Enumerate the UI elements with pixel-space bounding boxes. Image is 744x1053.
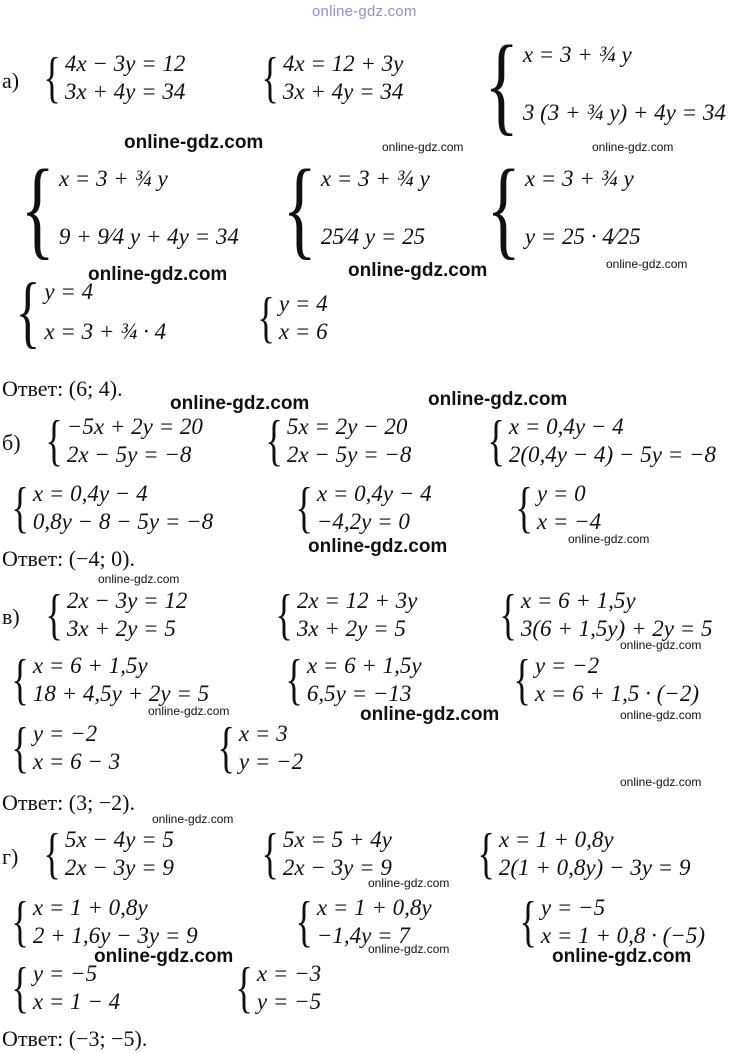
system-b-1 <box>36 410 203 472</box>
watermark: online-gdz.com <box>368 942 450 956</box>
equation: 2x = 12 + 3y <box>296 588 418 613</box>
brace: { <box>519 891 537 953</box>
brace: { <box>20 147 55 269</box>
brace: { <box>275 584 293 646</box>
brace: { <box>486 147 521 269</box>
brace: { <box>261 47 279 109</box>
system-g-6 <box>510 891 705 953</box>
watermark: online-gdz.com <box>170 393 310 414</box>
watermark: online-gdz.com <box>620 638 702 652</box>
system-g-7 <box>2 957 121 1019</box>
watermark: online-gdz.com <box>360 704 500 725</box>
equation: 6,5y = −13 <box>306 681 412 706</box>
equation: y = −5 <box>32 961 98 986</box>
equation: 0,8y − 8 − 5y = −8 <box>32 509 214 534</box>
brace: { <box>285 649 303 711</box>
brace: { <box>11 891 29 953</box>
equation: x = 6 − 3 <box>32 749 121 774</box>
watermark: online-gdz.com <box>568 532 650 546</box>
equation: y = −2 <box>238 749 304 774</box>
equation: x = 6 + 1,5y <box>306 653 422 678</box>
system-g-8 <box>226 957 322 1019</box>
equation: x = 1 + 0,8y <box>316 895 432 920</box>
system-g-3 <box>468 823 691 885</box>
equation: 2x − 5y = −8 <box>66 442 192 467</box>
answer-value: (−4; 0). <box>68 546 135 571</box>
brace: { <box>11 649 29 711</box>
equation: x = 3 <box>238 721 288 746</box>
system-b-4 <box>2 477 214 539</box>
equation: y = −2 <box>534 653 600 678</box>
brace: { <box>43 823 61 885</box>
brace: { <box>513 649 531 711</box>
brace: { <box>261 823 279 885</box>
brace: { <box>477 823 495 885</box>
equation: x = 0,4y − 4 <box>32 481 148 506</box>
equation: 3x + 4y = 34 <box>282 79 404 104</box>
system-a-3 <box>466 23 726 145</box>
equation: −4,2y = 0 <box>316 509 410 534</box>
brace: { <box>295 891 313 953</box>
watermark: online-gdz.com <box>606 257 688 271</box>
equation: 2(0,4y − 4) − 5y = −8 <box>508 442 716 467</box>
watermark: online-gdz.com <box>382 140 464 154</box>
equation: −1,4y = 7 <box>316 923 410 948</box>
brace: { <box>515 477 533 539</box>
equation: x = 3 + ¾ · 4 <box>44 319 167 344</box>
answer-label: Ответ: <box>2 790 64 815</box>
system-v-7 <box>2 717 121 779</box>
brace: { <box>45 410 63 472</box>
watermark: online-gdz.com <box>552 946 692 967</box>
system-g-4 <box>2 891 198 953</box>
brace: { <box>11 717 29 779</box>
equation: x = 6 + 1,5 · (−2) <box>534 681 699 706</box>
equation: −5x + 2y = 20 <box>66 414 203 439</box>
watermark: online-gdz.com <box>620 775 702 789</box>
system-a-1 <box>34 47 186 109</box>
watermark: online-gdz.com <box>368 876 450 890</box>
equation: x = 6 + 1,5y <box>520 588 636 613</box>
system-b-3 <box>478 410 716 472</box>
answer-label: Ответ: <box>2 546 64 571</box>
system-a-6 <box>468 147 641 269</box>
answer-b <box>2 548 135 570</box>
equation: y = 0 <box>536 481 586 506</box>
equation: y = −2 <box>32 721 98 746</box>
answer-value: (−3; −5). <box>68 1026 148 1051</box>
answer-label: Ответ: <box>2 376 64 401</box>
system-v-8 <box>208 717 304 779</box>
equation: y = 25 · 4⁄25 <box>524 224 641 249</box>
watermark: online-gdz.com <box>98 572 180 586</box>
watermark: online-gdz.com <box>308 536 448 557</box>
equation: 2x − 3y = 12 <box>66 588 188 613</box>
watermark: online-gdz.com <box>620 708 702 722</box>
system-b-5 <box>286 477 432 539</box>
equation: 4x − 3y = 12 <box>64 51 186 76</box>
system-b-2 <box>256 410 412 472</box>
equation: x = −3 <box>256 961 322 986</box>
brace: { <box>265 410 283 472</box>
part-v-label: в) <box>2 604 20 629</box>
equation: x = 0,4y − 4 <box>508 414 624 439</box>
answer-value: (6; 4). <box>68 376 123 401</box>
brace: { <box>235 957 253 1019</box>
equation: x = 3 + ¾ y <box>320 166 430 191</box>
answer-value: (3; −2). <box>68 790 135 815</box>
equation: 3 (3 + ¾ y) + 4y = 34 <box>522 100 726 125</box>
equation: 2(1 + 0,8y) − 3y = 9 <box>498 855 691 880</box>
brace: { <box>43 47 61 109</box>
equation: x = 1 + 0,8y <box>498 827 614 852</box>
answer-a <box>2 378 123 400</box>
part-a-label: а) <box>2 68 20 93</box>
equation: x = 1 − 4 <box>32 989 121 1014</box>
equation: y = −5 <box>256 989 322 1014</box>
watermark: online-gdz.com <box>428 389 568 410</box>
equation: x = 1 + 0,8y <box>32 895 148 920</box>
system-a-2 <box>252 47 404 109</box>
brace: { <box>484 23 519 145</box>
site-header[interactable]: online-gdz.com <box>312 3 417 20</box>
brace: { <box>499 584 517 646</box>
system-g-2 <box>252 823 392 885</box>
brace: { <box>257 287 275 349</box>
part-b-label: б) <box>2 430 21 455</box>
equation: 3(6 + 1,5y) + 2y = 5 <box>520 616 713 641</box>
answer-label: Ответ: <box>2 1026 64 1051</box>
system-a-8 <box>248 287 328 349</box>
equation: x = 6 + 1,5y <box>32 653 148 678</box>
watermark: online-gdz.com <box>94 946 234 967</box>
part-g-label: г) <box>2 844 19 869</box>
equation: 3x + 2y = 5 <box>66 616 176 641</box>
equation: x = 1 + 0,8 · (−5) <box>540 923 705 948</box>
brace: { <box>45 584 63 646</box>
equation: y = 4 <box>278 291 328 316</box>
system-a-4 <box>2 147 239 269</box>
equation: 9 + 9⁄4 y + 4y = 34 <box>58 224 239 249</box>
answer-v <box>2 792 135 814</box>
equation: 2 + 1,6y − 3y = 9 <box>32 923 198 948</box>
equation: 2x − 5y = −8 <box>286 442 412 467</box>
system-v-6 <box>504 649 699 711</box>
equation: 3x + 2y = 5 <box>296 616 406 641</box>
answer-g <box>2 1028 147 1050</box>
equation: 3x + 4y = 34 <box>64 79 186 104</box>
equation: y = 4 <box>44 279 94 304</box>
system-v-1 <box>36 584 188 646</box>
equation: 2x − 3y = 9 <box>282 855 392 880</box>
brace: { <box>217 717 235 779</box>
equation: x = 0,4y − 4 <box>316 481 432 506</box>
system-a-5 <box>264 147 430 269</box>
brace: { <box>15 268 41 356</box>
equation: x = 3 + ¾ y <box>524 166 634 191</box>
watermark: online-gdz.com <box>148 704 230 718</box>
equation: 2x − 3y = 9 <box>64 855 174 880</box>
system-v-4 <box>2 649 210 711</box>
system-v-2 <box>266 584 418 646</box>
system-v-5 <box>276 649 422 711</box>
equation: x = −4 <box>536 509 602 534</box>
brace: { <box>295 477 313 539</box>
brace: { <box>11 477 29 539</box>
equation: x = 3 + ¾ y <box>522 42 632 67</box>
equation: 25⁄4 y = 25 <box>320 224 426 249</box>
equation: 5x = 2y − 20 <box>286 414 408 439</box>
watermark: online-gdz.com <box>348 260 488 281</box>
watermark: online-gdz.com <box>592 140 674 154</box>
equation: 4x = 12 + 3y <box>282 51 404 76</box>
equation: x = 3 + ¾ y <box>58 166 168 191</box>
system-g-1 <box>34 823 174 885</box>
brace: { <box>11 957 29 1019</box>
equation: 5x = 5 + 4y <box>282 827 392 852</box>
equation: y = −5 <box>540 895 606 920</box>
brace: { <box>487 410 505 472</box>
equation: 18 + 4,5y + 2y = 5 <box>32 681 210 706</box>
system-b-6 <box>506 477 602 539</box>
brace: { <box>282 147 317 269</box>
watermark: online-gdz.com <box>124 132 264 153</box>
equation: x = 6 <box>278 319 328 344</box>
watermark: online-gdz.com <box>152 812 234 826</box>
watermark: online-gdz.com <box>88 264 228 285</box>
equation: 5x − 4y = 5 <box>64 827 174 852</box>
